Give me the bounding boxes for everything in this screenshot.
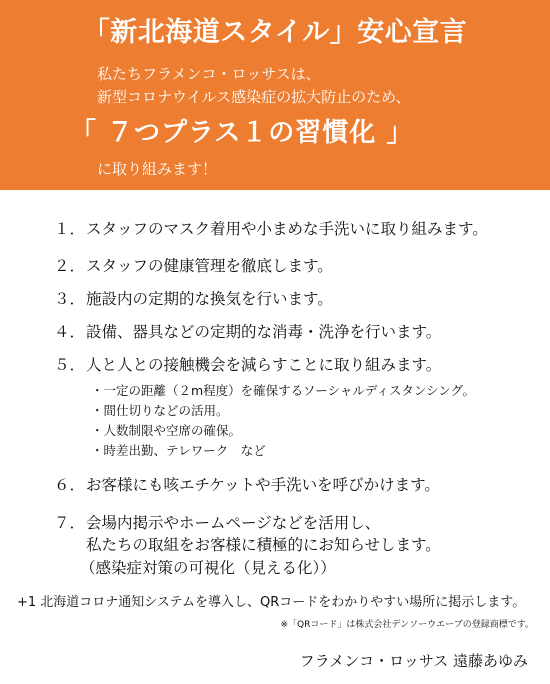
- list-item: [54, 511, 380, 533]
- plus-one-note: +1 北海道コロナ通知システムを導入し、QRコードをわかりやすい場所に掲示します。: [17, 595, 526, 610]
- item-text: 会場内掲示やホームページなどを活用し、: [86, 514, 381, 532]
- item-continuation: 私たちの取組をお客様に積極的にお知らせします。: [86, 536, 441, 554]
- list-item: [54, 320, 441, 342]
- item-text: 人と人との接触機会を減らすことに取り組みます。: [86, 356, 442, 374]
- declaration-title: 「新北海道スタイル」安心宣言: [82, 17, 468, 48]
- item-number: ６．: [54, 476, 86, 494]
- list-item: [54, 287, 333, 309]
- list-item: [54, 353, 441, 375]
- intro-line-3: に取り組みます！: [97, 160, 218, 178]
- item-number: ５．: [54, 356, 86, 374]
- sub-item: ・人数制限や空席の確保。: [91, 423, 242, 438]
- item-number: ３．: [54, 290, 86, 308]
- item-number: １．: [54, 220, 86, 238]
- item-number: ４．: [54, 323, 86, 341]
- sub-item: ・一定の距離（２m程度）を確保するソーシャルディスタンシング。: [91, 383, 476, 398]
- list-item: [54, 254, 333, 276]
- item-text: スタッフのマスク着用や小まめな手洗いに取り組みます。: [86, 220, 488, 238]
- item-text: スタッフの健康管理を徹底します。: [86, 257, 333, 275]
- item-number: ２．: [54, 257, 86, 275]
- slogan: 「 ７つプラス１の習慣化 」: [70, 118, 414, 148]
- item-text: 設備、器具などの定期的な消毒・洗浄を行います。: [86, 323, 442, 341]
- signature: フラメンコ・ロッサス 遠藤あゆみ: [299, 652, 528, 670]
- item-continuation: （感染症対策の可視化（見える化））: [80, 559, 336, 577]
- intro-line-2: 新型コロナウイルス感染症の拡大防止のため、: [97, 88, 411, 106]
- item-text: 施設内の定期的な換気を行います。: [86, 290, 333, 308]
- list-item: [54, 217, 488, 239]
- header-banner: [0, 0, 550, 190]
- intro-line-1: 私たちフラメンコ・ロッサスは、: [97, 65, 321, 83]
- list-item: [54, 473, 440, 495]
- sub-item: ・時差出勤、テレワーク など: [91, 443, 266, 458]
- item-number: ７．: [54, 514, 86, 532]
- sub-item: ・間仕切りなどの活用。: [91, 403, 229, 418]
- trademark-note: ※「QRコード」は株式会社デンソーウエーブの登録商標です。: [280, 620, 534, 630]
- item-text: お客様にも咳エチケットや手洗いを呼びかけます。: [86, 476, 440, 494]
